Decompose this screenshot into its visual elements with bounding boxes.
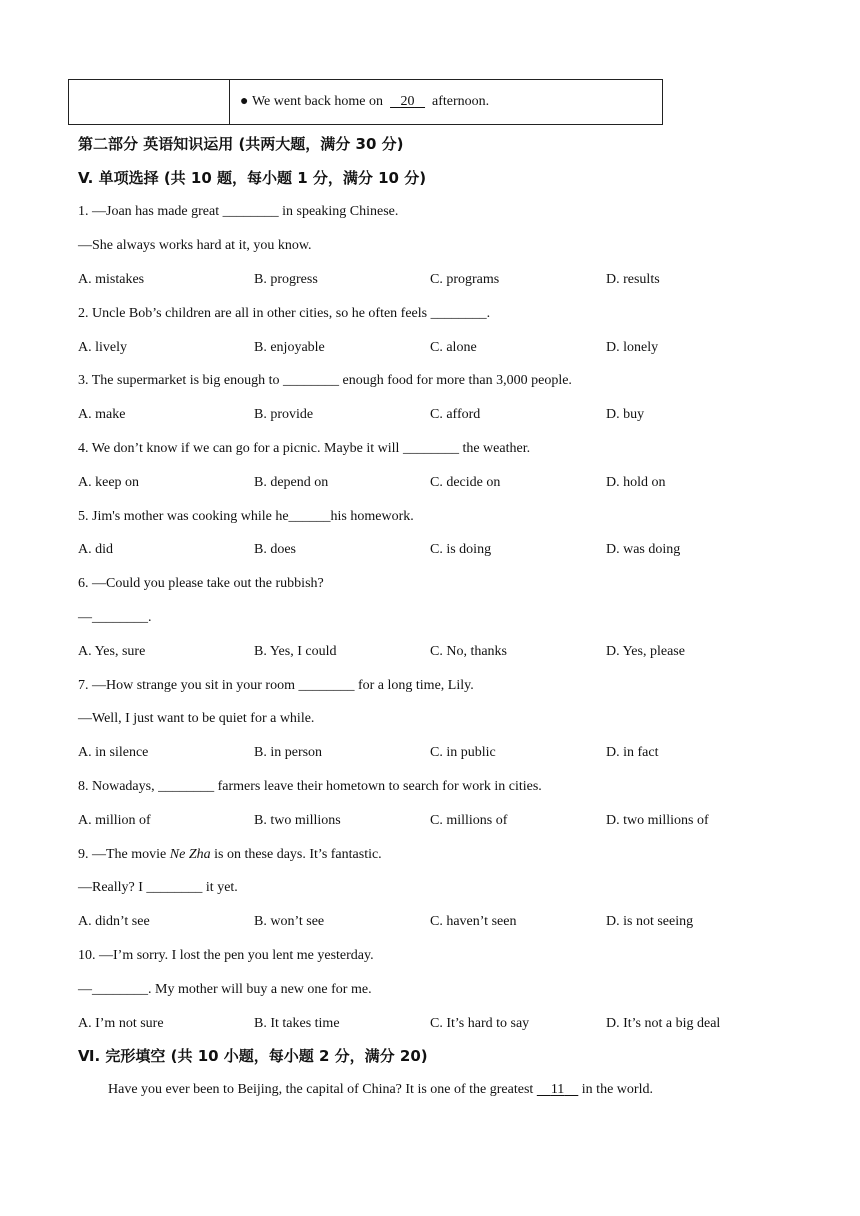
question-4-options: [78, 474, 778, 492]
question-8-options: [78, 812, 778, 830]
option-b: B. Yes, I could: [254, 644, 337, 659]
question-2-text: 2. Uncle Bob’s children are all in other cities, so he often feels ________.: [78, 306, 491, 321]
part2-heading: 第二部分 英语知识运用 (共两大题，满分 30 分): [78, 135, 404, 153]
option-a: A. mistakes: [78, 272, 145, 287]
question-1-options: [78, 271, 778, 289]
question-8-text: 8. Nowadays, ________ farmers leave their hometown to search for work in cities.: [78, 779, 542, 794]
option-c: C. is doing: [430, 542, 492, 557]
option-b: B. does: [254, 542, 296, 557]
question-7-options: [78, 744, 778, 762]
section5-heading: V. 单项选择 (共 10 题，每小题 1 分，满分 10 分): [78, 169, 427, 187]
option-d: D. results: [606, 272, 660, 287]
option-d: D. is not seeing: [606, 914, 694, 929]
option-d: D. Yes, please: [606, 644, 685, 659]
option-b: B. progress: [254, 272, 318, 287]
option-a: A. lively: [78, 340, 127, 355]
question-10-options: [78, 1015, 778, 1033]
question-6-text: 6. —Could you please take out the rubbish?: [78, 576, 324, 591]
option-d: D. buy: [606, 407, 645, 422]
blank-11: 11: [550, 1082, 565, 1097]
question-7-text: 7. —How strange you sit in your room ________ for a long time, Lily.: [78, 678, 474, 693]
option-b: B. enjoyable: [254, 340, 325, 355]
option-c: C. programs: [430, 272, 500, 287]
table-cell-empty: [69, 80, 230, 124]
option-c: C. decide on: [430, 475, 501, 490]
question-1-text: 1. —Joan has made great ________ in speaking Chinese.: [78, 204, 399, 219]
question-10-text: 10. —I’m sorry. I lost the pen you lent me yesterday.: [78, 948, 374, 963]
option-b: B. won’t see: [254, 914, 325, 929]
option-d: D. two millions of: [606, 813, 709, 828]
option-c: C. It’s hard to say: [430, 1016, 530, 1031]
question-7-reply: —Well, I just want to be quiet for a while.: [78, 711, 315, 726]
option-a: A. I’m not sure: [78, 1016, 164, 1031]
option-c: C. No, thanks: [430, 644, 507, 659]
option-b: B. in person: [254, 745, 323, 760]
question-5-text: 5. Jim's mother was cooking while he______his homework.: [78, 509, 414, 524]
option-c: C. afford: [430, 407, 481, 422]
question-4-text: 4. We don’t know if we can go for a picnic. Maybe it will ________ the weather.: [78, 441, 531, 456]
option-b: B. depend on: [254, 475, 329, 490]
question-3-options: [78, 406, 778, 424]
section6-heading: Ⅵ. 完形填空 (共 10 小题，每小题 2 分，满分 20): [78, 1047, 428, 1065]
blank-20: 20: [400, 94, 415, 109]
option-a: A. million of: [78, 813, 151, 828]
option-d: D. in fact: [606, 745, 659, 760]
answer-table-row: [68, 79, 663, 125]
option-b: B. provide: [254, 407, 314, 422]
question-3-text: 3. The supermarket is big enough to ________ enough food for more than 3,000 people.: [78, 373, 572, 388]
option-d: D. It’s not a big deal: [606, 1016, 721, 1031]
option-c: C. in public: [430, 745, 496, 760]
option-a: A. in silence: [78, 745, 149, 760]
question-9-reply: —Really? I ________ it yet.: [78, 880, 238, 895]
option-c: C. millions of: [430, 813, 508, 828]
cloze-passage: Have you ever been to Beijing, the capital of China? It is one of the greatest 11 in the world.: [108, 1082, 653, 1097]
option-c: C. alone: [430, 340, 477, 355]
movie-title: Ne Zha: [169, 847, 211, 862]
option-d: D. hold on: [606, 475, 666, 490]
option-a: A. Yes, sure: [78, 644, 146, 659]
option-b: B. two millions: [254, 813, 341, 828]
option-a: A. didn’t see: [78, 914, 150, 929]
option-d: D. was doing: [606, 542, 681, 557]
question-6-options: [78, 643, 778, 661]
question-10-reply: —________. My mother will buy a new one for me.: [78, 982, 372, 997]
table-sentence-before: We went back home on: [251, 94, 384, 109]
option-a: A. did: [78, 542, 113, 557]
question-1-reply: —She always works hard at it, you know.: [78, 238, 312, 253]
question-9-text: 9. —The movie Ne Zha is on these days. It’s fantastic.: [78, 847, 382, 862]
option-b: B. It takes time: [254, 1016, 340, 1031]
question-2-options: [78, 339, 778, 357]
table-cell-sentence: [230, 80, 662, 124]
table-sentence-after: afternoon.: [432, 94, 490, 109]
question-5-options: [78, 541, 778, 559]
question-6-reply: —________.: [78, 610, 152, 625]
option-a: A. make: [78, 407, 126, 422]
option-c: C. haven’t seen: [430, 914, 517, 929]
bullet-icon: ●: [240, 94, 249, 109]
option-a: A. keep on: [78, 475, 140, 490]
option-d: D. lonely: [606, 340, 659, 355]
question-9-options: [78, 913, 778, 931]
